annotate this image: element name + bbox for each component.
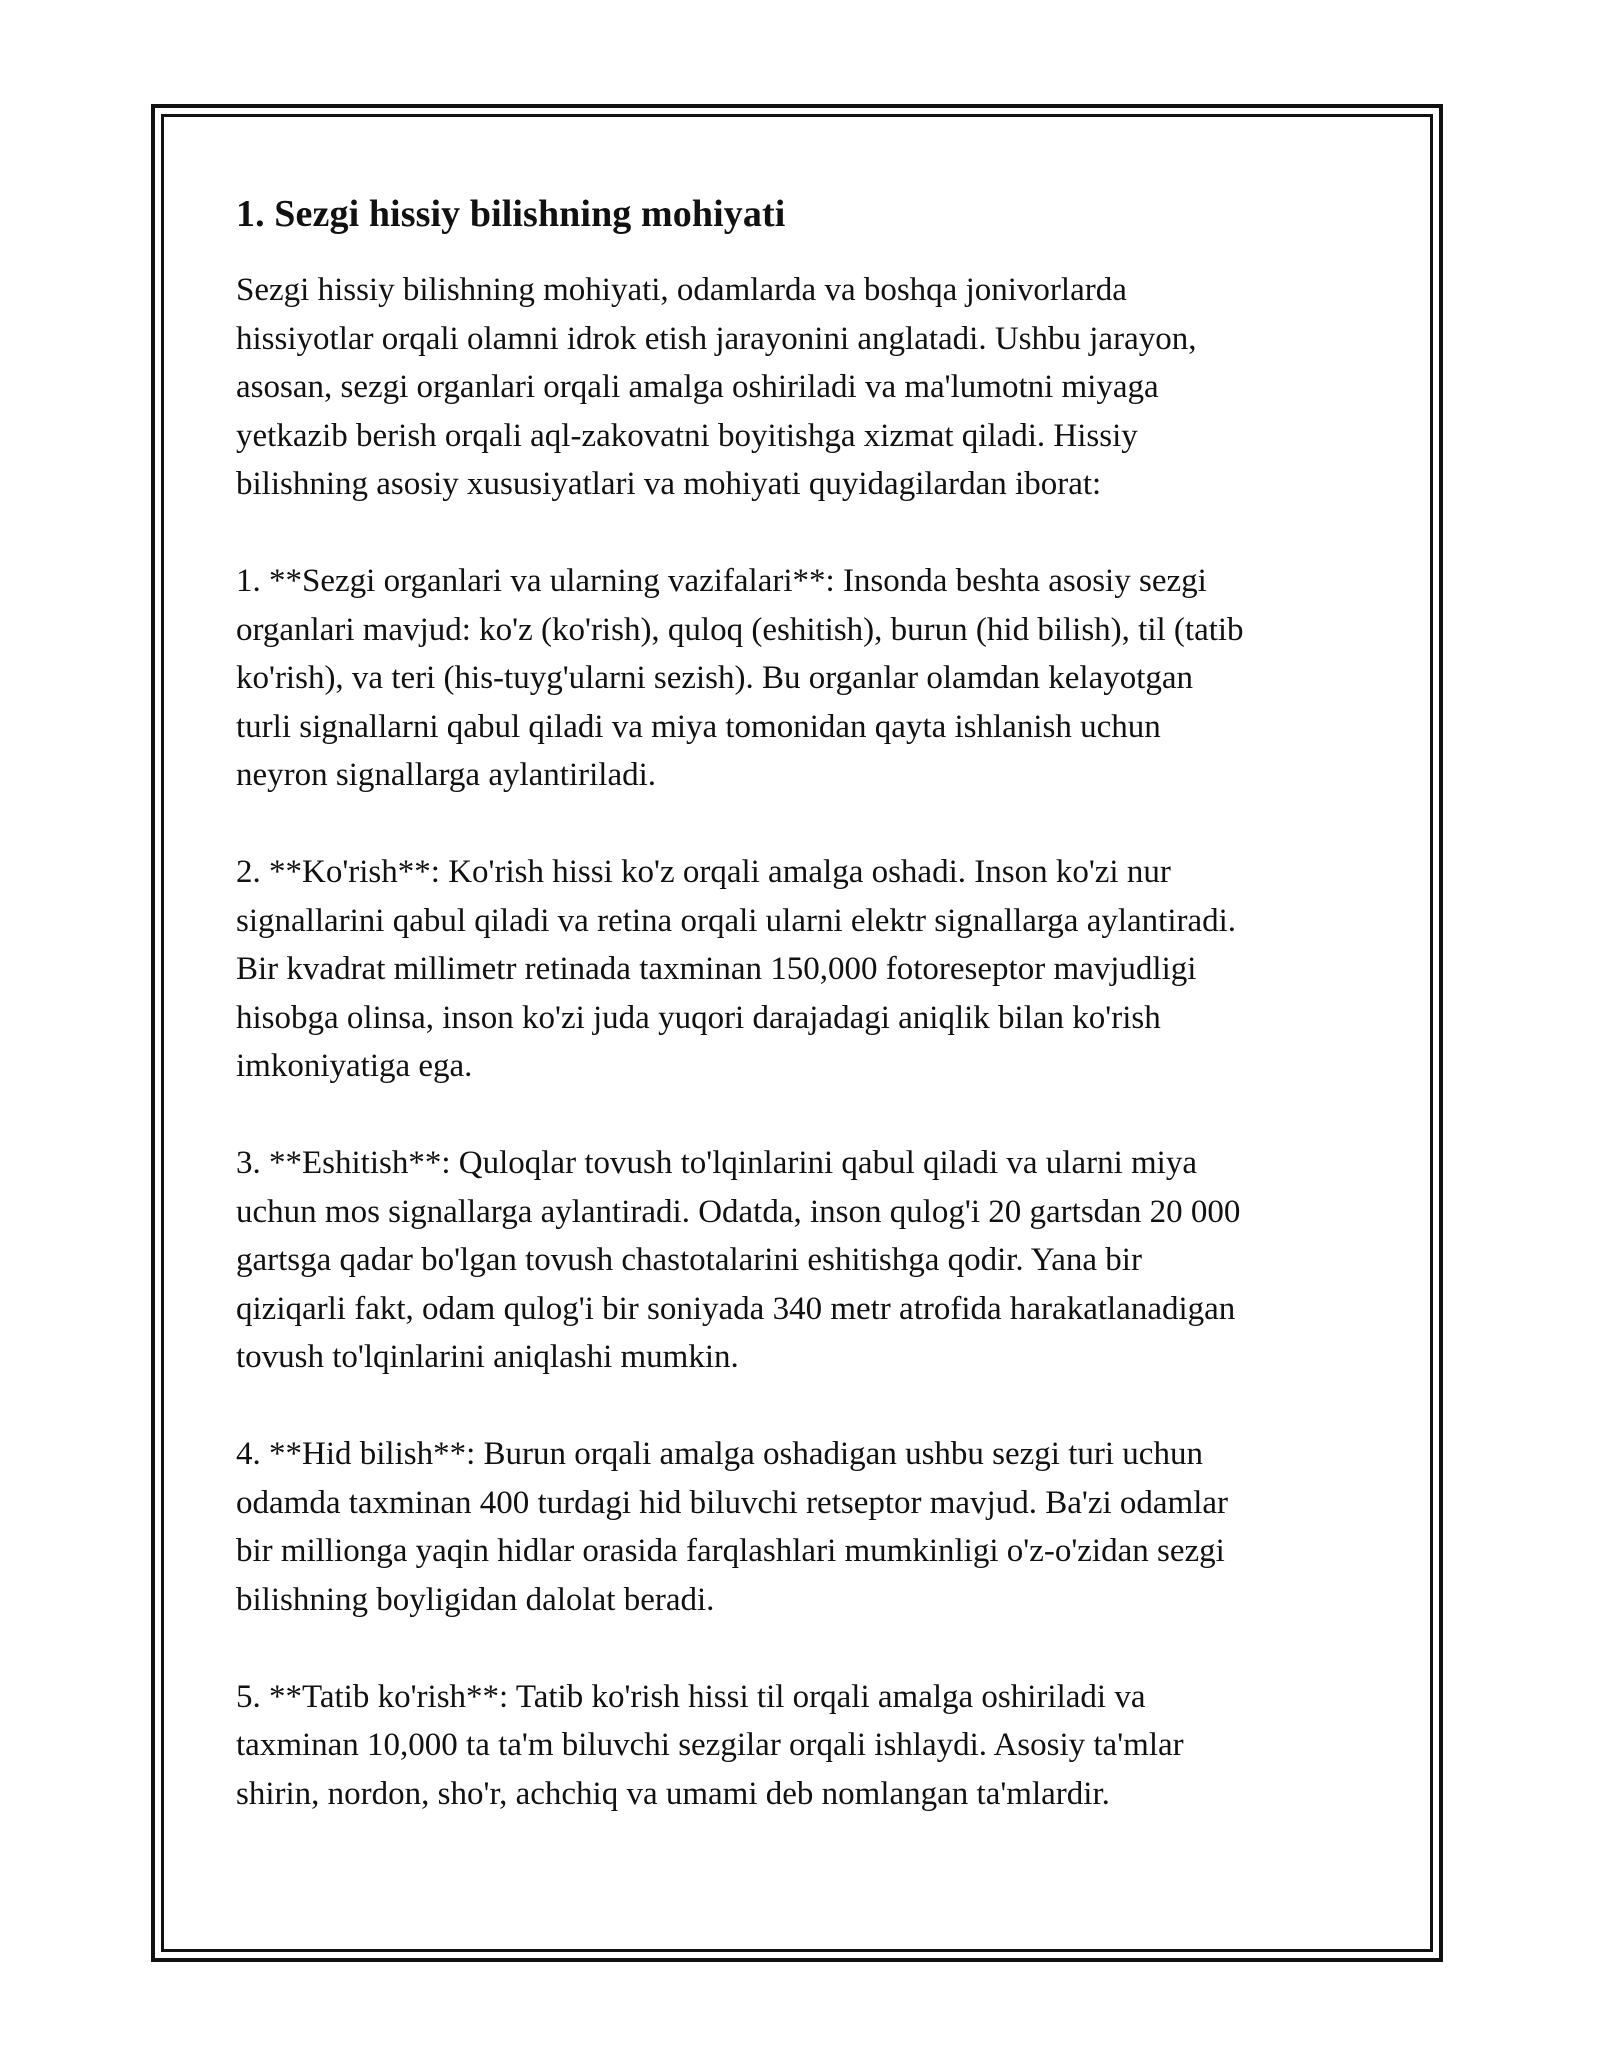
text-line: turli signallarni qabul qiladi va miya tomonidan qayta ishlanish uchun [236,708,1161,745]
text-line: qiziqarli fakt, odam qulog'i bir soniyada 340 metr atrofida harakatlanadigan [236,1290,1236,1327]
text-line: bilishning boyligidan dalolat beradi. [236,1581,715,1618]
item-paragraph-smell [236,1430,1366,1624]
text-line: organlari mavjud: ko'z (ko'rish), quloq (eshitish), burun (hid bilish), til (tatib [236,611,1244,648]
text-line: taxminan 10,000 ta ta'm biluvchi sezgilar orqali ishlaydi. Asosiy ta'mlar [236,1727,1184,1763]
text-line: hissiyotlar orqali olamni idrok etish jarayonini anglatadi. Ushbu jarayon, [236,320,1197,357]
intro-paragraph [236,266,1366,509]
text-line: neyron signallarga aylantiriladi. [236,757,657,793]
text-line: bilishning asosiy xususiyatlari va mohiyati quyidagilardan iborat: [236,466,1102,502]
text-line: bir millionga yaqin hidlar orasida farqlashlari mumkinligi o'z-o'zidan sezgi [236,1533,1225,1569]
text-line: signallarini qabul qiladi va retina orqali ularni elektr signallarga aylantiradi. [236,902,1237,939]
text-line: Bir kvadrat millimetr retinada taxminan 150,000 fotoreseptor mavjudligi [236,951,1197,987]
text-line: gartsga qadar bo'lgan tovush chastotalarini eshitishga qodir. Yana bir [236,1242,1142,1278]
text-line: ko'rish), va teri (his-tuyg'ularni sezish). Bu organlar olamdan kelayotgan [236,660,1194,696]
text-line: tovush to'lqinlarini aniqlashi mumkin. [236,1339,739,1375]
text-line: 1. **Sezgi organlari va ularning vazifalari**: Insonda beshta asosiy sezgi [236,563,1207,599]
text-line: 5. **Tatib ko'rish**: Tatib ko'rish hissi til orqali amalga oshiriladi va [236,1678,1146,1715]
text-line: odamda taxminan 400 turdagi hid biluvchi retseptor mavjud. Ba'zi odamlar [236,1484,1229,1521]
item-paragraph-taste [236,1673,1366,1819]
text-line: uchun mos signallarga aylantiradi. Odatda, inson qulog'i 20 gartsdan 20 000 [236,1193,1241,1230]
text-line: 3. **Eshitish**: Quloqlar tovush to'lqinlarini qabul qiladi va ularni miya [236,1145,1197,1181]
document-body [236,190,1366,1818]
text-line: yetkazib berish orqali aql-zakovatni boyitishga xizmat qiladi. Hissiy [236,417,1138,454]
text-line: 4. **Hid bilish**: Burun orqali amalga oshadigan ushbu sezgi turi uchun [236,1436,1203,1472]
text-line: shirin, nordon, sho'r, achchiq va umami deb nomlangan ta'mlardir. [236,1775,1110,1812]
item-paragraph-vision [236,848,1366,1091]
text-line: imkoniyatiga ega. [236,1048,473,1084]
section-heading: 1. Sezgi hissiy bilishning mohiyati [236,193,786,235]
text-line: hisobga olinsa, inson ko'zi juda yuqori darajadagi aniqlik bilan ko'rish [236,999,1161,1036]
text-line: 2. **Ko'rish**: Ko'rish hissi ko'z orqali amalga oshadi. Inson ko'zi nur [236,854,1171,890]
item-paragraph-sense-organs [236,557,1366,800]
item-paragraph-hearing [236,1139,1366,1382]
text-line: asosan, sezgi organlari orqali amalga oshiriladi va ma'lumotni miyaga [236,369,1159,405]
text-line: Sezgi hissiy bilishning mohiyati, odamlarda va boshqa jonivorlarda [236,272,1127,308]
